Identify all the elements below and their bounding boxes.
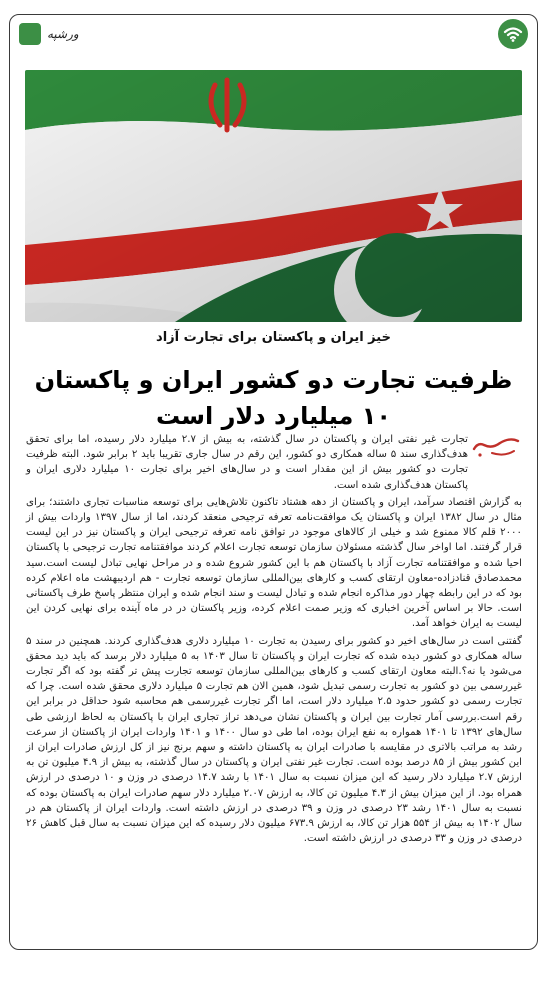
wifi-icon bbox=[498, 19, 528, 49]
headline-line-2: ۱۰ میلیارد دلار است bbox=[156, 402, 391, 430]
article-paragraph-1 bbox=[26, 432, 522, 493]
section-marker bbox=[19, 23, 41, 45]
section-rubric bbox=[19, 23, 79, 45]
article-headline bbox=[25, 362, 522, 434]
headline-line-1: ظرفیت تجارت دو کشور ایران و پاکستان bbox=[34, 366, 513, 394]
flags-iran-pakistan-image bbox=[25, 70, 522, 322]
paragraph-text: تجارت غیر نفتی ایران و پاکستان در سال گذشته، به بیش از ۲.۷ میلیارد دلار رسیده، اما برای تحقق هدف‌گذاری سند ۵ ساله همکاری دو کشور، این رقم در سال جاری تقریبا باید ۲ برابر شود. البته ظرفیت تجارت دو کشور بیش از این مقدار است و در سال‌های اخیر برای تجارت ۱۰ میلیارد دلاری ایران و پاکستان هدف‌گذاری شده است. bbox=[26, 434, 468, 491]
article-kicker: خیز ایران و پاکستان برای تجارت آزاد bbox=[156, 330, 391, 345]
page-header bbox=[9, 14, 538, 54]
newspaper-signature-logo bbox=[470, 435, 522, 461]
section-label: ورشپه bbox=[47, 27, 79, 41]
article-body bbox=[26, 432, 522, 848]
article-paragraph-3: گفتنی است در سال‌های اخیر دو کشور برای رسیدن به تجارت ۱۰ میلیارد دلاری هدف‌گذاری کردند. همچنین در سند ۵ ساله همکاری دو کشور دیده شده که تجارت ایران و پاکستان تا سال ۱۴۰۳ به ۵ میلیارد دلار برسد که باید دید محقق می‌شود یا نه؟.البته معاون ارتقای کسب و کارهای بین‌المللی سازمان توسعه تجارت پیش تر گفته بود که اگر تجارت غیررسمی بین دو کشور به تجارت رسمی تبدیل شود، همین الان هم تجارت ۵ میلیارد دلاری محقق شده است. چرا که تجارت رسمی دو کشور حدود ۲.۵ میلیارد دلار است، اما اگر تجارت غیررسمی هم محاسبه شود حداقل در برابر این رقم است.بررسی آمار تجارت بین ایران و پاکستان نشان می‌دهد تراز تجاری ایران با پاکستان به لحاظ ارزشی طی سال‌های ۱۳۹۲ تا ۱۴۰۱ همواره به نفع ایران بوده، اما طی دو سال ۱۴۰۰ و ۱۴۰۱ واردات ایران از پاکستان از سرعت رشد به مراتب بالاتری در مقایسه با صادرات ایران به پاکستان داشته و سهم برنج نیز از کل ارزش صادرات ایران از این کشور بیش از ۸۵ درصد بوده است. تجارت غیر نفتی ایران و پاکستان در سال گذشته، به بیش از ۴.۹ میلیون تن به ارزش ۲.۷ میلیارد دلار رسید که این میزان نسبت به سال ۱۴۰۱ با رشد ۱۴.۷ درصدی در وزن و ۱۰ درصدی در ارزش همراه بود. از این میزان بیش از ۴.۳ میلیون تن کالا، به ارزش ۲.۰۷ میلیارد دلار سهم صادرات ایران به پاکستان بوده که نسبت به سال ۱۴۰۱ رشد ۲۳ درصدی در وزن و ۳۹ درصدی در ارزش داشته است. واردات ایران از پاکستان هم در سال ۱۴۰۲ به بیش از ۵۵۴ هزار تن کالا، به ارزش ۶۷۳.۹ میلیون دلار رسیده که این میزان نسبت به سال قبل کاهش ۲۶ درصدی در وزن و ۳۳ درصدی در ارزش داشته است. bbox=[26, 635, 523, 845]
article-paragraph-2: به گزارش اقتصاد سرآمد، ایران و پاکستان از دهه هشتاد تاکنون تلاش‌هایی برای توسعه مناسبات تجاری داشتند؛ برای مثال در سال ۱۳۸۲ ایران و پاکستان یک موافقت‌نامه تعرفه ترجیحی منعقد کردند، اما از سال ۱۳۹۷ واردات بیش از ۲۰۰۰ قلم کالا ممنوع شد و خیلی از کالاهای موجود در توافق نامه تعرفه ترجیحی ایران و پاکستان نیز در این لیست قرار گرفتند. اما اواخر سال گذشته مسئولان سازمان توسعه تجارت اعلام کردند موافقتنامه تجارت ترجیحی با پاکستان احیا شده و موافقتنامه تجارت آزاد با پاکستان هم با این کشور شروع شده و در مراحل نهایی تبادل لیست است.سید محمدصادق قنادزاده-معاون ارتقای کسب و کارهای بین‌المللی سازمان توسعه تجارت - هم اردیبهشت ماه اعلام کرده بود که در این رابطه چهار دور مذاکره انجام شده و تبادل لیست و سند انجام شده و ایران منتظر پاسخ طرف پاکستانی است. حالا بر اساس آخرین اخباری که وزیر صمت اعلام کرده، وزیر پاکستان در در ماه آینده برای نهایی کردن این لیست به ایران خواهد آمد. bbox=[26, 496, 523, 630]
